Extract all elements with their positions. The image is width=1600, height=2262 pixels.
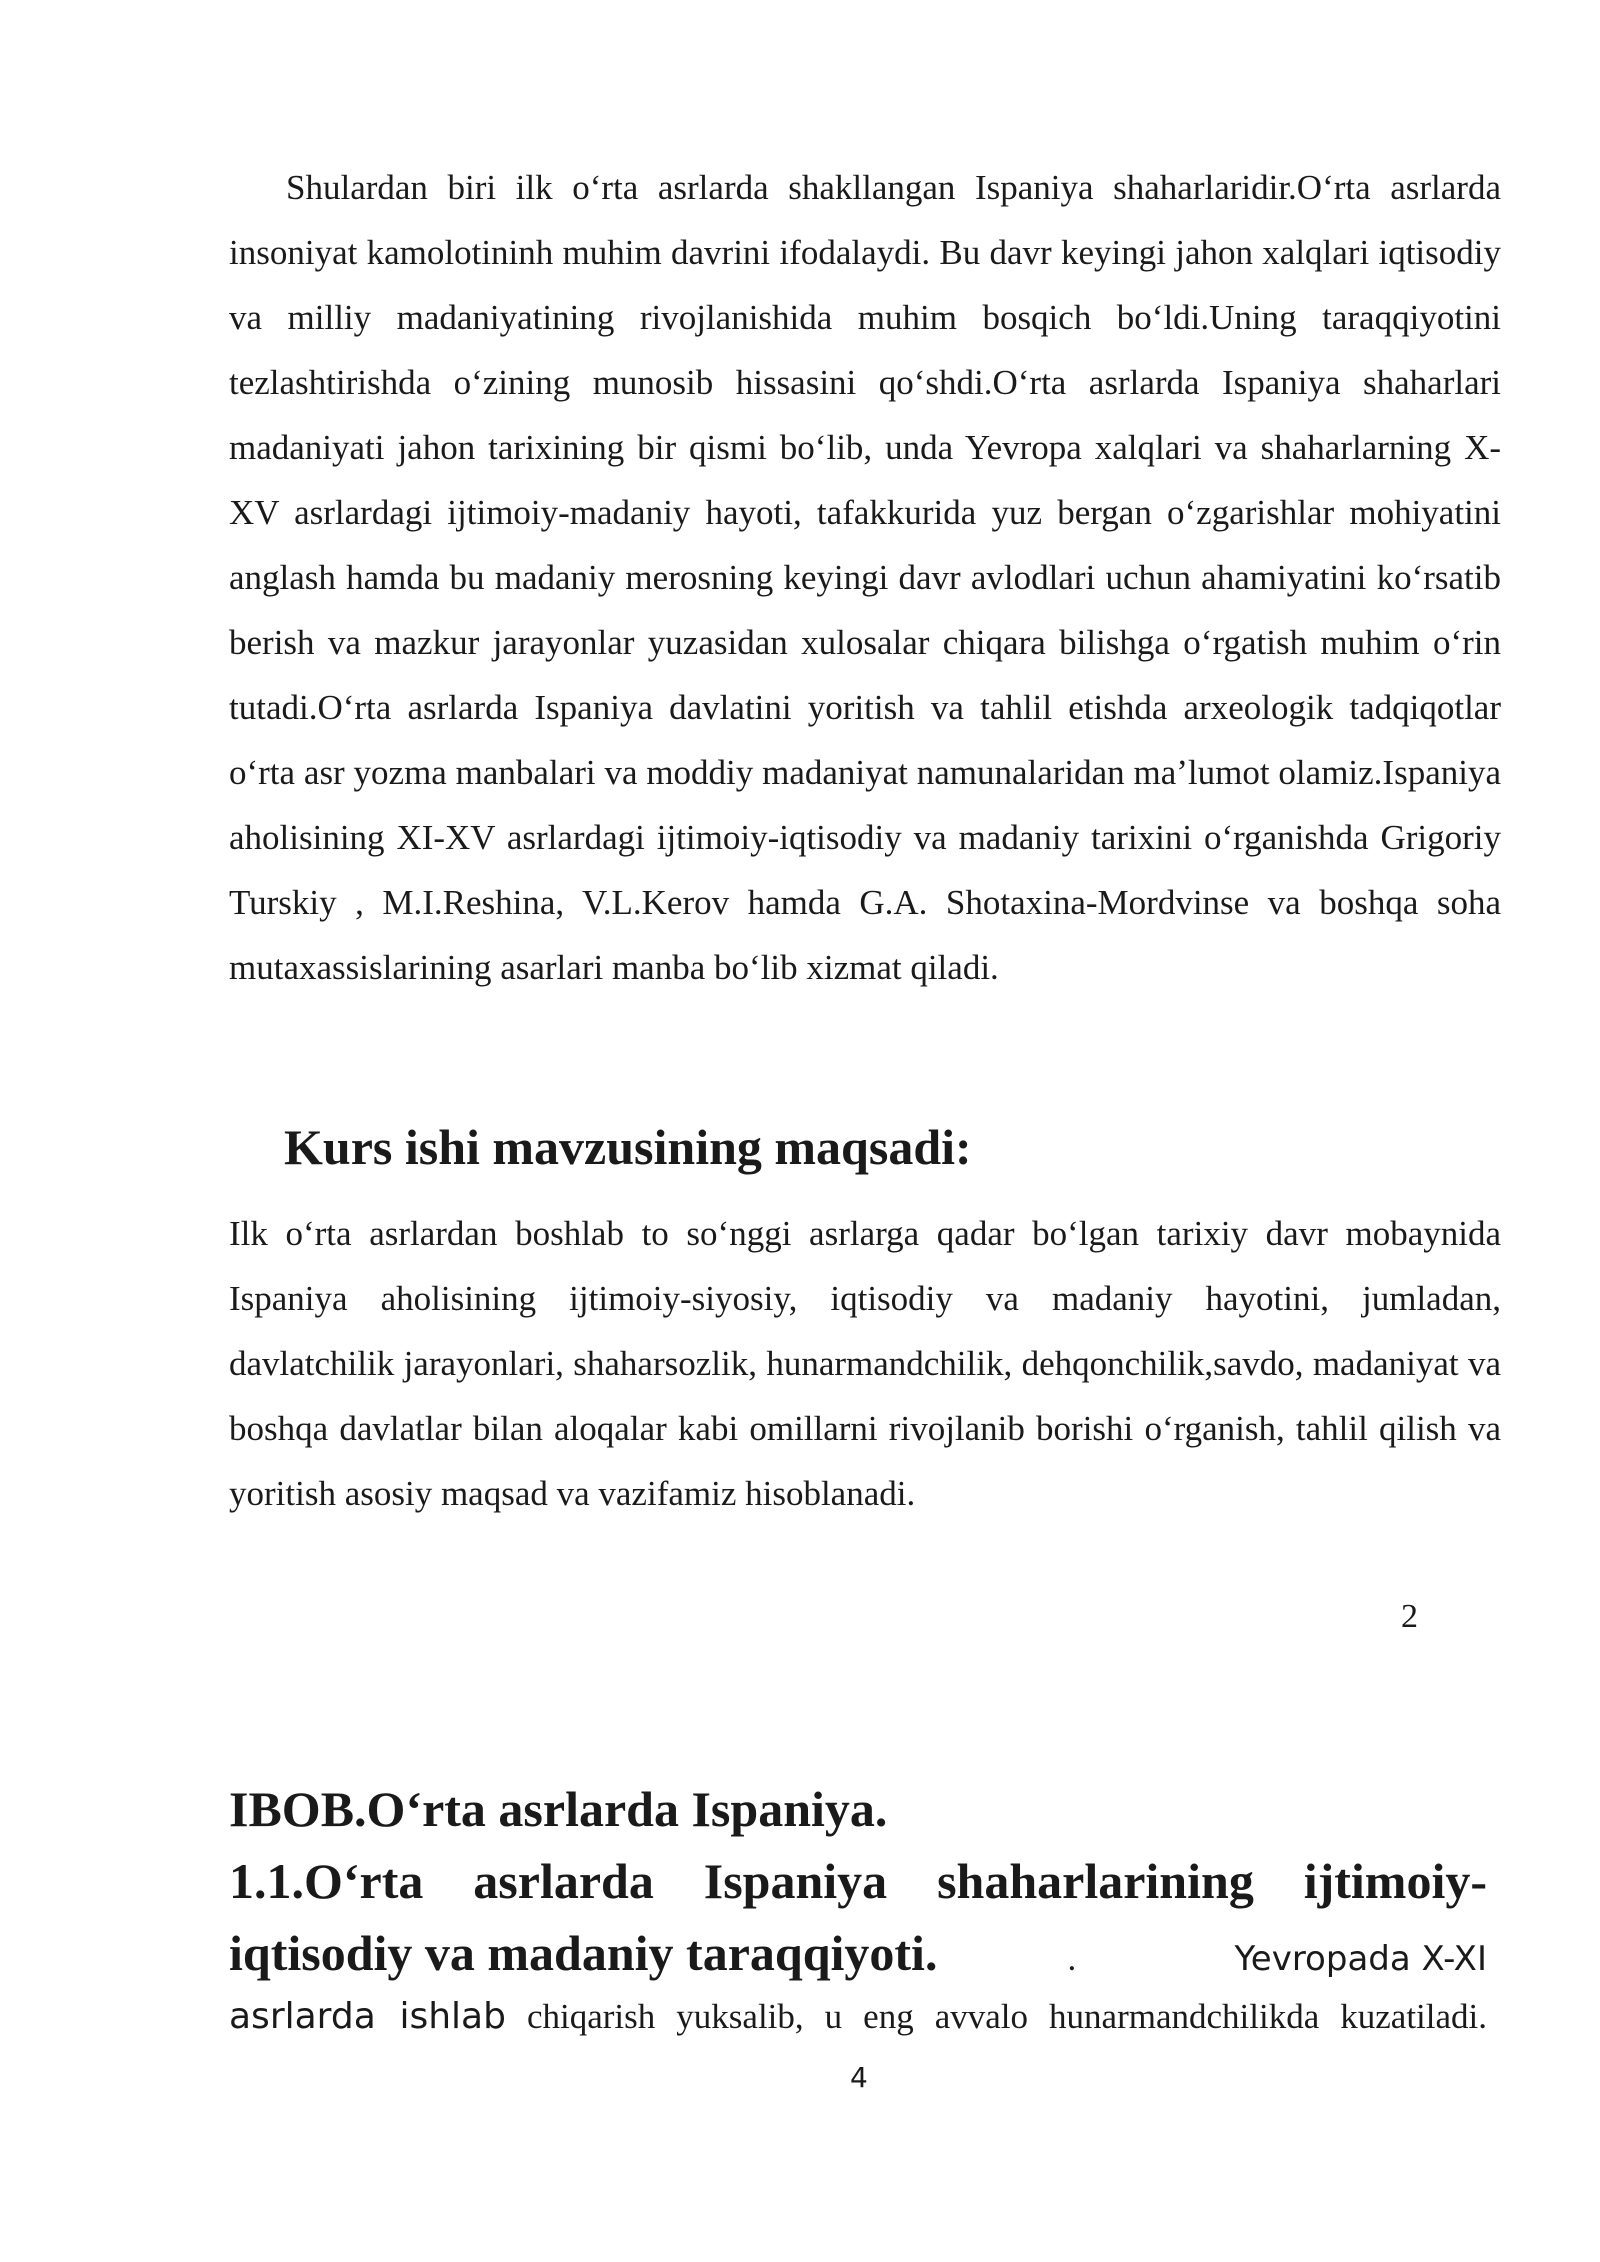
section-title-line2-row bbox=[229, 1917, 1487, 1989]
goal-heading: Kurs ishi mavzusining maqsadi: bbox=[284, 1119, 972, 1175]
section-title-line1: 1.1.Oʻrta asrlarda Ispaniya shaharlarining ijtimoiy- bbox=[229, 1853, 1487, 1909]
intro-paragraph: Shulardan biri ilk oʻrta asrlarda shakllangan Ispaniya shaharlaridir.Oʻrta asrlarda insoniyat kamolotininh muhim davrini ifodalaydi. Bu davr keyingi jahon xalqlari iqtisodiy va milliy madaniyatining rivojlanishida muhim bosqich boʻldi.Uning taraqqiyotini tezlashtirishda oʻzining munosib hissasini qoʻshdi.Oʻrta asrlarda Ispaniya shaharlari madaniyati jahon tarixining bir qismi boʻlib, unda Yevropa xalqlari va shaharlarning X-XV asrlardagi ijtimoiy-madaniy hayoti, tafakkurida yuz bergan oʻzgarishlar mohiyatini anglash hamda bu madaniy merosning keyingi davr avlodlari uchun ahamiyatini koʻrsatib berish va mazkur jarayonlar yuzasidan xulosalar chiqara bilishga oʻrgatish muhim oʻrin tutadi.Oʻrta asrlarda Ispaniya davlatini yoritish va tahlil etishda arxeologik tadqiqotlar oʻrta asr yozma manbalari va moddiy madaniyat namunalaridan maʼlumot olamiz.Ispaniya aholisining XI-XV asrlardagi ijtimoiy-iqtisodiy va madaniy tarixini oʻrganishda Grigoriy Turskiy , M.I.Reshina, V.L.Kerov hamda G.A. Shotaxina-Mordvinse va boshqa soha mutaxassislarining asarlari manba boʻlib xizmat qiladi. bbox=[229, 168, 1501, 987]
chapter-title: IBOB.Oʻrta asrlarda Ispaniya. bbox=[229, 1781, 888, 1837]
continuation-line bbox=[229, 1984, 1487, 2050]
section-title-line2: iqtisodiy va madaniy taraqqiyoti. bbox=[229, 1925, 938, 1981]
continuation-text-sans: asrlarda ishlab bbox=[229, 1996, 506, 2037]
page-number-bottom: 4 bbox=[850, 2061, 868, 2094]
goal-paragraph: Ilk oʻrta asrlardan boshlab to soʻnggi asrlarga qadar boʻlgan tarixiy davr mobaynida Ispaniya aholisining ijtimoiy-siyosiy, iqtisodiy va madaniy hayotini, jumladan, davlatchilik jarayonlari, shaharsozlik, hunarmandchilik, dehqonchilik,savdo, madaniyat va boshqa davlatlar bilan aloqalar kabi omillarni rivojlanib borishi oʻrganish, tahlil qilish va yoritish asosiy maqsad va vazifamiz hisoblanadi. bbox=[229, 1214, 1501, 1513]
page-number: 2 bbox=[1401, 1598, 1418, 1635]
continuation-text-serif: chiqarish yuksalib, u eng avvalo hunarmandchilikda kuzatiladi. bbox=[526, 1997, 1487, 2036]
continuation-text-start: Yevropada X-XI bbox=[1234, 1939, 1487, 1979]
section-dot: . bbox=[1067, 1939, 1077, 1978]
